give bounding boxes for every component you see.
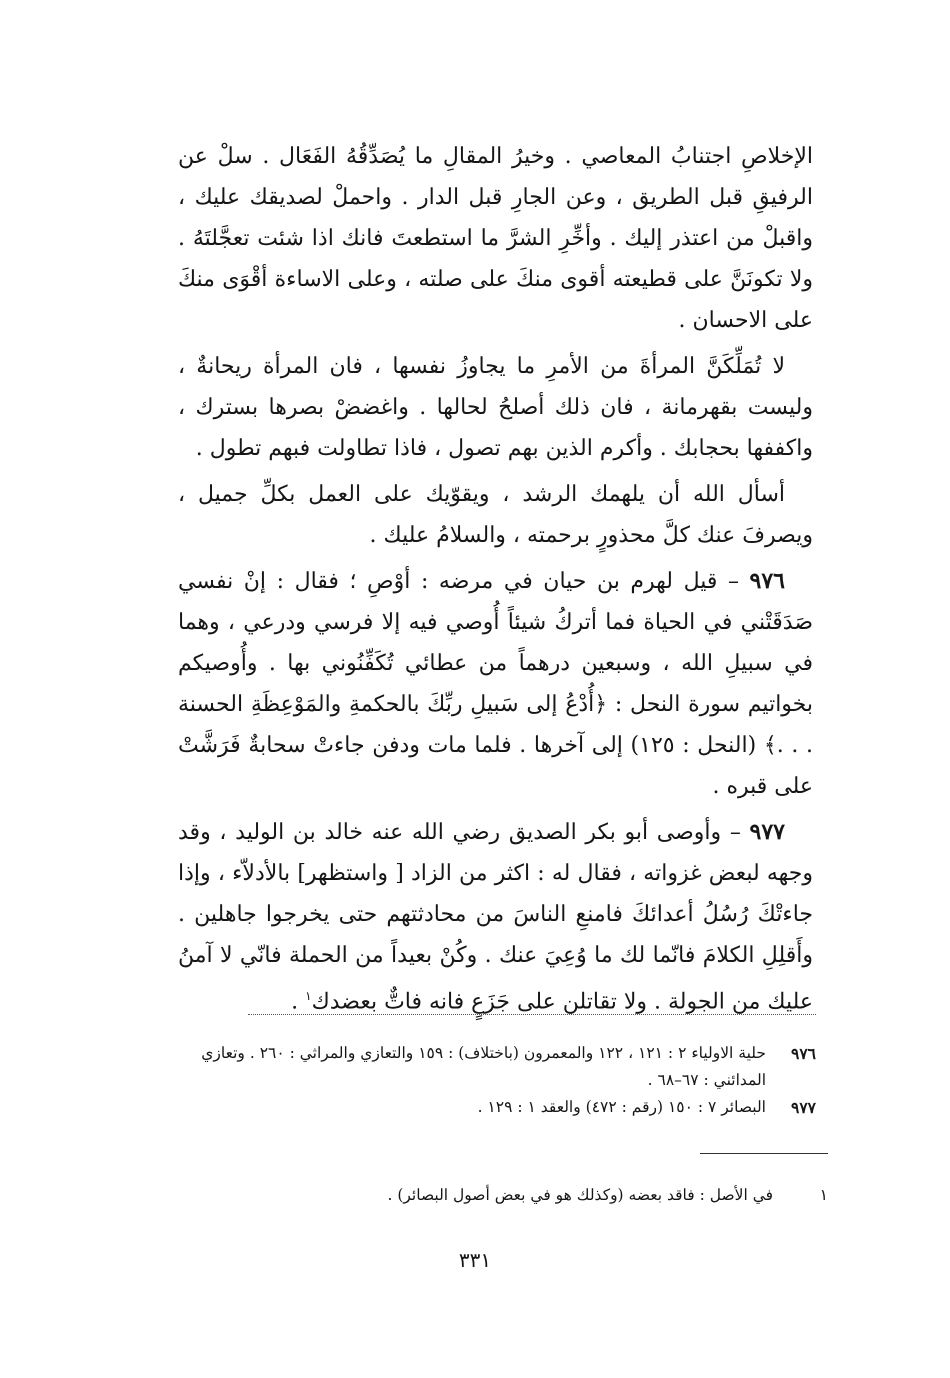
source-note — [180, 1094, 816, 1121]
item-text-977-end: . — [291, 989, 306, 1015]
item-text-977: – وأوصى أبو بكر الصديق رضي الله عنه خالد بن الوليد ، وقد وجهه لبعض غزواته ، فقال له : اكثر من الزاد [ واستظهر] بالأدلاّء ، وإذا جاءتْكَ رُسُلُ أعدائكَ فامنعِ الناسَ من محادثتهم حتى يخرجوا جاهلين . وأَقلِلِ الكلامَ فانّما لك ما وُعِيَ عنك . وكُنْ بعيداً من الحملة فانّي لا آمنُ عليك من الجولة . ولا تقاتلن على جَزَعٍ فانه فاتٌّ بعضدك — [178, 820, 813, 1015]
footnote-text: في الأصل : فاقد بعضه (وكذلك هو في بعض أصول البصائر) . — [387, 1186, 774, 1204]
dotted-separator — [248, 1014, 816, 1015]
footnote — [180, 1182, 830, 1209]
page-number: ٣٣١ — [458, 1248, 492, 1272]
footnote-ref: ١ — [305, 989, 312, 1003]
source-note-text: حلية الاولياء ٢ : ١٢١ ، ١٢٢ والمعمرون (باختلاف) : ١٥٩ والتعازي والمراثي : ٢٦٠ . وتعازي المدائني : ٦٧–٦٨ . — [201, 1044, 766, 1089]
item-number-976: ٩٧٦ — [749, 568, 785, 594]
footnote-separator — [700, 1153, 828, 1154]
paragraph-976 — [178, 561, 813, 807]
paragraph-3: أسأل الله أن يلهمك الرشد ، ويقوّيك على العمل بكلِّ جميل ، ويصرفَ عنك كلَّ محذورٍ برحمته ، والسلامُ عليك . — [178, 482, 813, 548]
paragraph-2: لا تُمَلِّكَنَّ المرأةَ من الأمرِ ما يجاوزُ نفسها ، فان المرأة ريحانةٌ ، وليست بقهرمانة ، فان ذلك أصلحُ لحالها . واغضضْ بصرها بسترك ، واكففها بحجابك . وأكرم الذين بهم تصول ، فاذا تطاولت فبهم تطول . — [178, 354, 813, 461]
source-note-number: ٩٧٧ — [791, 1098, 816, 1117]
footnote-number: ١ — [819, 1186, 828, 1204]
source-note — [180, 1040, 816, 1094]
source-notes — [180, 1040, 816, 1121]
source-note-text: البصائر ٧ : ١٥٠ (رقم : ٤٧٢) والعقد ١ : ١٢٩ . — [477, 1098, 766, 1116]
main-text — [178, 136, 813, 1027]
paragraph-977 — [178, 812, 813, 1022]
item-text-976: – قيل لهرم بن حيان في مرضه : أوْصِ ؛ فقال : إنْ نفسي صَدَقَتْني في الحياة فما أتركُ شيئاً أُوصي فيه إلا فرسي ودرعي ، وهما في سبيلِ الله ، وسبعين درهماً من عطائي تُكَفِّنُوني بها . وأُوصيكم بخواتيم سورة النحل : ﴿أُدْعُ إلى سَبيلِ ربِّكَ بالحكمةِ والمَوْعِظَةِ الحسنة . . .﴾ (النحل : ١٢٥) إلى آخرها . فلما مات ودفن جاءتْ سحابةٌ فَرَشَّتْ على قبره . — [178, 569, 813, 799]
item-number-977: ٩٧٧ — [749, 819, 785, 845]
paragraph-1: الإخلاصِ اجتنابُ المعاصي . وخيرُ المقالِ ما يُصَدِّقُهُ الفَعَال . سلْ عن الرفيقِ قبل الطريق ، وعن الجارِ قبل الدار . واحملْ لصديقك عليك ، واقبلْ من اعتذر إليك . وأخِّرِ الشرَّ ما استطعتَ فانك اذا شئت تعجَّلتَهُ . ولا تكونَنَّ على قطيعته أقوى منكَ على صلته ، وعلى الاساءة أقْوَى منكَ على الاحسان . — [178, 144, 813, 333]
source-note-number: ٩٧٦ — [791, 1044, 816, 1063]
